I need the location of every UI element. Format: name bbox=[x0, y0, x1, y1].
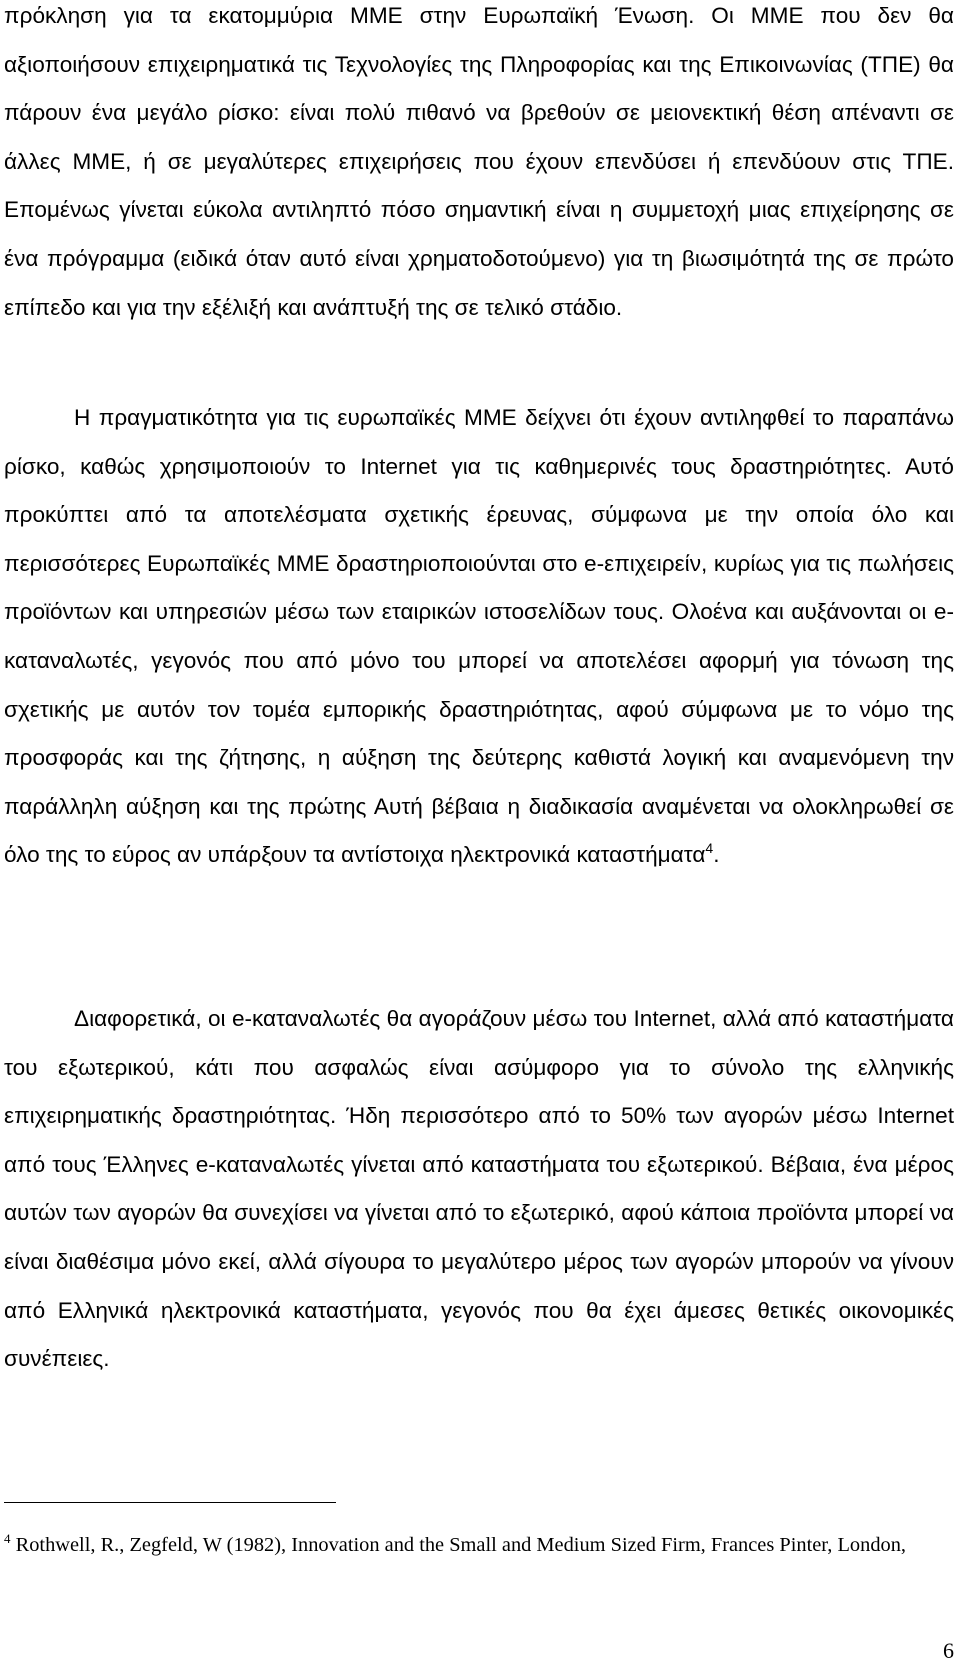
footnote bbox=[4, 1525, 954, 1565]
paragraph-1 bbox=[4, 0, 954, 332]
footnote-marker: 4 bbox=[4, 1531, 11, 1547]
paragraph-3-text: Διαφορετικά, οι e-καταναλωτές θα αγοράζουν μέσω του Internet, αλλά από καταστήματα του εξωτερικού, κάτι που ασφαλώς είναι ασύμφορο για το σύνολο της ελληνικής επιχειρηματικής δραστηριότητας. Ήδη περισσότερο από το 50% των αγορών μέσω Internet από τους Έλληνες e-καταναλωτές γίνεται από καταστήματα του εξωτερικού. Βέβαια, ένα μέρος αυτών των αγορών θα συνεχίσει να γίνεται από το εξωτερικό, αφού κάποια προϊόντα μπορεί να είναι διαθέσιμα μόνο εκεί, αλλά σίγουρα το μεγαλύτερο μέρος των αγορών μπορούν να γίνουν από Ελληνικά ηλεκτρονικά καταστήματα, γεγονός που θα έχει άμεσες θετικές οικονομικές συνέπειες. bbox=[4, 1006, 954, 1372]
footnote-reference[interactable]: 4 bbox=[705, 839, 714, 856]
paragraph-3 bbox=[4, 995, 954, 1384]
footnote-separator bbox=[4, 1502, 336, 1503]
paragraph-2-text: Η πραγματικότητα για τις ευρωπαϊκές ΜΜΕ δείχνει ότι έχουν αντιληφθεί το παραπάνω ρίσκο, καθώς χρησιμοποιούν το Internet για τις καθημερινές τους δραστηριότητες. Αυτό προκύπτει από τα αποτελέσματα σχετικής έρευνας, σύμφωνα με την οποία όλο και περισσότερες Ευρωπαϊκές ΜΜΕ δραστηριοποιούνται στο e-επιχειρείν, κυρίως για τις πωλήσεις προϊόντων και υπηρεσιών μέσω των εταιρικών ιστοσελίδων τους. Ολοένα και αυξάνονται οι e-καταναλωτές, γεγονός που από μόνο του μπορεί να αποτελέσει αφορμή για τόνωση της σχετικής με αυτόν τον τομέα εμπορικής δραστηριότητας, αφού σύμφωνα με το νόμο της προσφοράς και της ζήτησης, η αύξηση της δεύτερης καθιστά λογική και αναμενόμενη την παράλληλη αύξηση και της πρώτης Αυτή βέβαια η διαδικασία αναμένεται να ολοκληρωθεί σε όλο της το εύρος αν υπάρξουν τα αντίστοιχα ηλεκτρονικά καταστήματα bbox=[4, 405, 954, 868]
paragraph-2-end: . bbox=[713, 842, 720, 868]
footnote-text: Rothwell, R., Zegfeld, W (1982), Innovation and the Small and Medium Sized Firm, Frances Pinter, London, bbox=[15, 1534, 906, 1556]
page-number: 6 bbox=[943, 1638, 954, 1663]
paragraph-2 bbox=[4, 394, 954, 880]
paragraph-1-text: πρόκληση για τα εκατομμύρια ΜΜΕ στην Ευρωπαϊκή Ένωση. Οι ΜΜΕ που δεν θα αξιοποιήσουν επιχειρηματικά τις Τεχνολογίες της Πληροφορίας και της Επικοινωνίας (ΤΠΕ) θα πάρουν ένα μεγάλο ρίσκο: είναι πολύ πιθανό να βρεθούν σε μειονεκτική θέση απέναντι σε άλλες ΜΜΕ, ή σε μεγαλύτερες επιχειρήσεις που έχουν επενδύσει ή επενδύουν στις ΤΠΕ. Επομένως γίνεται εύκολα αντιληπτό πόσο σημαντική είναι η συμμετοχή μιας επιχείρησης σε ένα πρόγραμμα (ειδικά όταν αυτό είναι χρηματοδοτούμενο) για τη βιωσιμότητά της σε πρώτο επίπεδο και για την εξέλιξή και ανάπτυξή της σε τελικό στάδιο. bbox=[4, 3, 954, 320]
